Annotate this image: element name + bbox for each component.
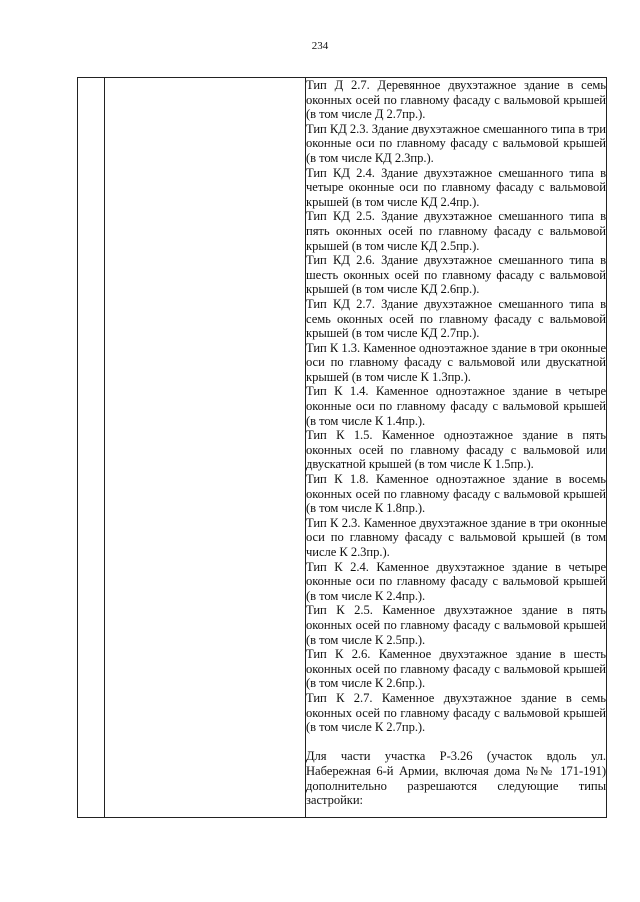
building-type-paragraph: Тип КД 2.4. Здание двухэтажное смешанного типа в четыре оконные оси по главному фасаду с вальмовой крышей (в том числе КД 2.4пр.). xyxy=(306,165,606,209)
building-type-paragraph: Тип К 1.5. Каменное одноэтажное здание в пять оконных осей по главному фасаду с вальмовой или двускатной крышей (в том числе К 1.5пр.). xyxy=(306,428,606,472)
building-type-paragraph: Тип К 1.4. Каменное одноэтажное здание в четыре оконные оси по главному фасаду с вальмовой крышей (в том числе К 1.4пр.). xyxy=(306,384,606,428)
paragraph-spacer xyxy=(306,735,606,750)
building-type-paragraph: Тип КД 2.7. Здание двухэтажное смешанного типа в семь оконных осей по главному фасаду с вальмовой крышей (в том числе КД 2.7пр.). xyxy=(306,296,606,341)
building-type-paragraph: Тип КД 2.3. Здание двухэтажное смешанного типа в три оконные оси по главному фасаду с вальмовой крышей (в том числе КД 2.3пр.). xyxy=(306,121,606,165)
table-cell-building-types xyxy=(306,78,607,818)
building-type-paragraph: Тип К 2.3. Каменное двухэтажное здание в три оконные оси по главному фасаду с вальмовой крышей (в том числе К 2.3пр.). xyxy=(306,515,606,559)
page-number: 234 xyxy=(311,40,329,52)
table-cell-index xyxy=(78,78,105,818)
regulation-table xyxy=(77,77,607,818)
table-row xyxy=(78,78,607,818)
building-type-paragraph: Тип К 1.3. Каменное одноэтажное здание в три оконные оси по главному фасаду с вальмовой или двускатной крышей (в том числе К 1.3пр.). xyxy=(306,340,606,384)
building-type-paragraph: Тип К 2.6. Каменное двухэтажное здание в шесть оконных осей по главному фасаду с вальмовой крышей (в том числе К 2.6пр.). xyxy=(306,647,606,691)
building-type-paragraph: Тип КД 2.6. Здание двухэтажное смешанного типа в шесть оконных осей по главному фасаду с вальмовой крышей (в том числе КД 2.6пр.). xyxy=(306,253,606,297)
building-type-paragraph: Тип К 2.5. Каменное двухэтажное здание в пять оконных осей по главному фасаду с вальмовой крышей (в том числе К 2.5пр.). xyxy=(306,603,606,647)
table-cell-zone xyxy=(105,78,306,818)
building-type-paragraph: Тип К 2.7. Каменное двухэтажное здание в семь оконных осей по главному фасаду с вальмовой крышей (в том числе К 2.7пр.). xyxy=(306,690,606,735)
section-note-paragraph: Для части участка Р-3.26 (участок вдоль ул. Набережная 6-й Армии, включая дома №№ 171-191) дополнительно разрешаются следующие типы застройки: xyxy=(306,749,606,808)
building-type-paragraph: Тип К 1.8. Каменное одноэтажное здание в восемь оконных осей по главному фасаду с вальмовой крышей (в том числе К 1.8пр.). xyxy=(306,472,606,516)
building-type-paragraph: Тип Д 2.7. Деревянное двухэтажное здание в семь оконных осей по главному фасаду с вальмовой крышей (в том числе Д 2.7пр.). xyxy=(306,78,606,122)
building-type-paragraph: Тип КД 2.5. Здание двухэтажное смешанного типа в пять оконных осей по главному фасаду с вальмовой крышей (в том числе КД 2.5пр.). xyxy=(306,209,606,253)
building-type-paragraph: Тип К 2.4. Каменное двухэтажное здание в четыре оконные оси по главному фасаду с вальмовой крышей (в том числе К 2.4пр.). xyxy=(306,559,606,603)
